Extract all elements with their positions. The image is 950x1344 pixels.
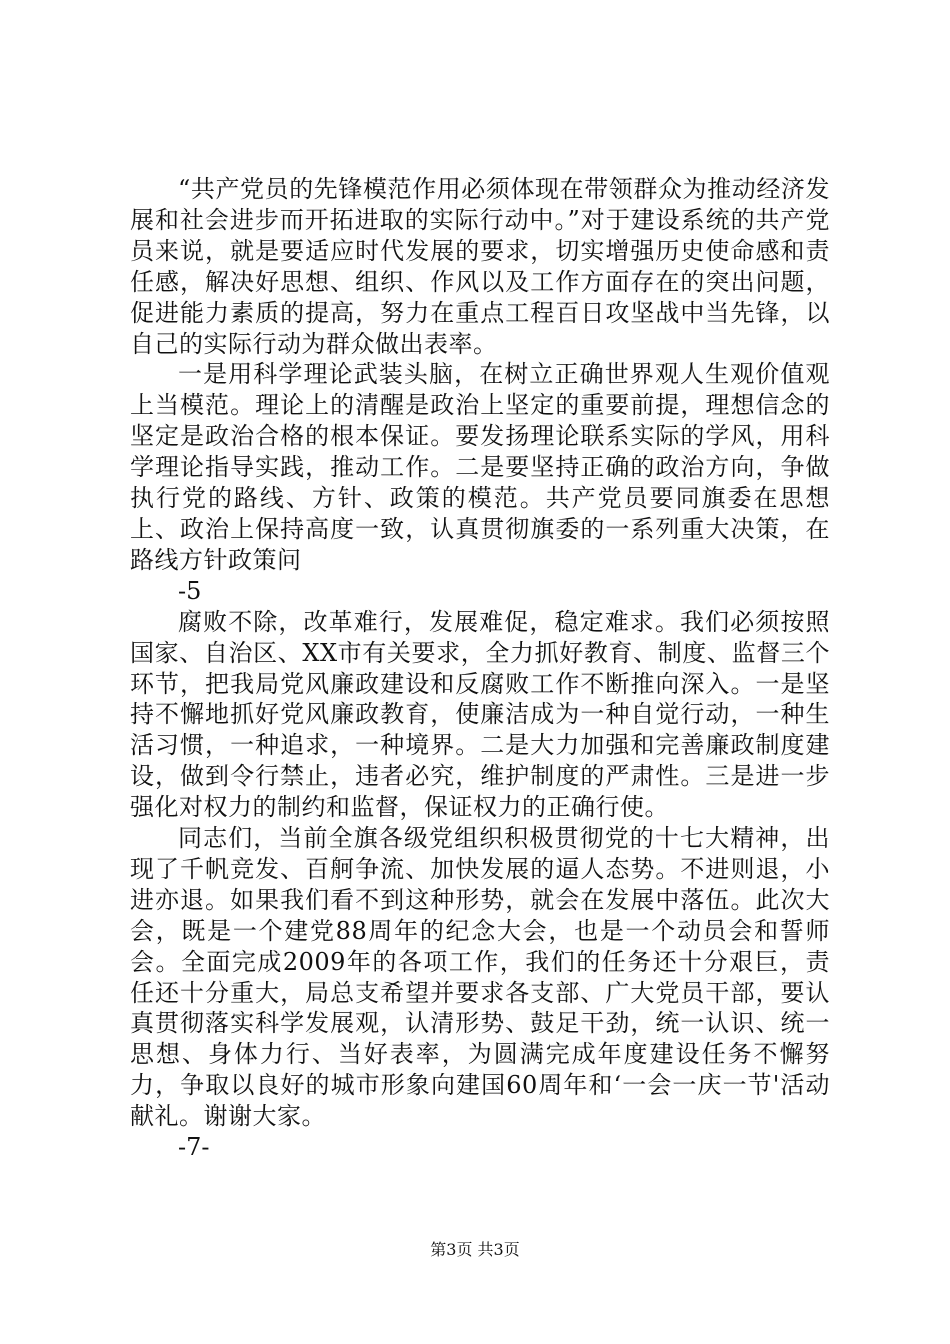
paragraph-closing-remarks: 同志们，当前全旗各级党组织积极贯彻党的十七大精神，出现了千帆竞发、百舸争流、加快发展的逼人态势。不进则退，小进亦退。如果我们看不到这种形势，就会在发展中落伍。此次大会，既是一个建党88周年的纪念大会，也是一个动员会和誓师会。全面完成2009年的各项工作，我们的任务还十分艰巨，责任还十分重大，局总支希望并要求各支部、广大党员干部，要认真贯彻落实科学发展观，认清形势、鼓足干劲，统一认识、统一思想、身体力行、当好表率，为圆满完成年度建设任务不懈努力，争取以良好的城市形象向建国60周年和‘一会一庆一节'活动献礼。谢谢大家。: [130, 824, 830, 1131]
page-reference: -7-: [178, 1133, 210, 1162]
paragraph-anti-corruption: 腐败不除，改革难行，发展难促，稳定难求。我们必须按照国家、自治区、XX市有关要求，全力抓好教育、制度、监督三个环节，把我局党风廉政建设和反腐败工作不断推向深入。一是坚持不懈地抓好党风廉政教育，使廉洁成为一种自觉行动，一种生活习惯，一种追求，一种境界。二是大力加强和完善廉政制度建设，做到令行禁止，违者必究，维护制度的严肃性。三是进一步强化对权力的制约和监督，保证权力的正确行使。: [130, 607, 830, 822]
paragraph-theory-armament: 一是用科学理论武装头脑，在树立正确世界观人生观价值观上当模范。理论上的清醒是政治上坚定的重要前提，理想信念的坚定是政治合格的根本保证。要发扬理论联系实际的学风，用科学理论指导实践，推动工作。二是要坚持正确的政治方向，争做执行党的路线、方针、政策的模范。共产党员要同旗委在思想上、政治上保持高度一致，认真贯彻旗委的一系列重大决策，在路线方针政策问: [130, 360, 830, 574]
page-footer: 第3页 共3页: [430, 1240, 520, 1259]
page-reference: -5: [178, 576, 202, 605]
paragraph-vanguard-role: “共产党员的先锋模范作用必须体现在带领群众为推动经济发展和社会进步而开拓进取的实际行动中。”对于建设系统的共产党员来说，就是要适应时代发展的要求，切实增强历史使命感和责任感，解决好思想、组织、作风以及工作方面存在的突出问题，促进能力素质的提高，努力在重点工程百日攻坚战中当先锋，以自己的实际行动为群众做出表率。: [130, 175, 830, 358]
document-body: [130, 174, 830, 1163]
